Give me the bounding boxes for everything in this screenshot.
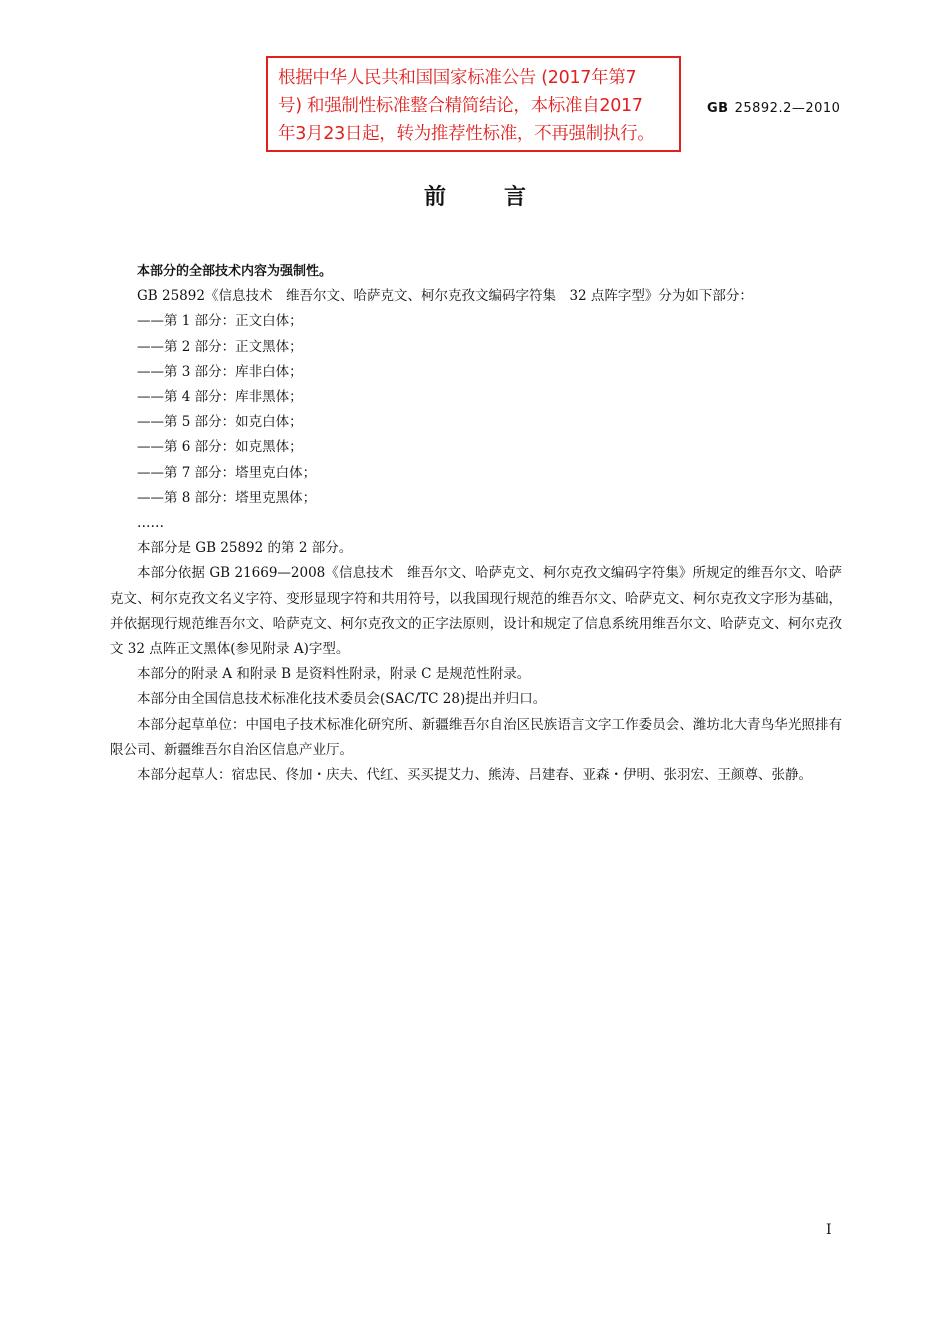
- basis-paragraph: 本部分依据 GB 21669—2008《信息技术 维吾尔文、哈萨克文、柯尔克孜文编码字符集》所规定的维吾尔文、哈萨克文、柯尔克孜文名义字符、变形显现字符和共用符号，以我国现行规范的维吾尔文、哈萨克文、柯尔克孜文字形为基础，并依据现行规范维吾尔文、哈萨克文、柯尔克孜文的正字法原则，设计和规定了信息系统用维吾尔文、哈萨克文、柯尔克孜文 32 点阵正文黑体(参见附录 A)字型。: [110, 565, 842, 658]
- stamp-line-3: 年3月23日起，转为推荐性标准，不再强制执行。: [278, 124, 655, 144]
- part-item: ——第 1 部分：正文白体；: [137, 313, 303, 330]
- stamp-line-2: 号) 和强制性标准整合精简结论，本标准自2017: [278, 96, 643, 116]
- parts-intro: GB 25892《信息技术 维吾尔文、哈萨克文、柯尔克孜文编码字符集 32 点阵字型》分为如下部分：: [137, 288, 753, 305]
- page-title: 前言: [423, 185, 584, 210]
- part-item: ——第 3 部分：库非白体；: [137, 363, 303, 380]
- part-statement: 本部分是 GB 25892 的第 2 部分。: [137, 540, 353, 557]
- parts-ellipsis: ……: [137, 515, 164, 532]
- part-item: ——第 7 部分：塔里克白体；: [137, 464, 317, 481]
- part-item: ——第 8 部分：塔里克黑体；: [137, 489, 317, 506]
- part-item: ——第 5 部分：如克白体；: [137, 414, 303, 431]
- page-number: I: [826, 1222, 832, 1238]
- annex-paragraph: 本部分的附录 A 和附录 B 是资料性附录，附录 C 是规范性附录。: [137, 666, 531, 683]
- proposer-paragraph: 本部分由全国信息技术标准化技术委员会(SAC/TC 28)提出并归口。: [137, 691, 547, 708]
- drafting-units-paragraph: 本部分起草单位：中国电子技术标准化研究所、新疆维吾尔自治区民族语言文字工作委员会、潍坊北大青鸟华光照排有限公司、新疆维吾尔自治区信息产业厅。: [110, 716, 842, 758]
- part-item: ——第 4 部分：库非黑体；: [137, 389, 303, 406]
- drafters-paragraph: 本部分起草人：宿忠民、佟加・庆夫、代红、买买提艾力、熊涛、吕建春、亚森・伊明、张羽宏、王颜尊、张静。: [137, 767, 812, 784]
- mandatory-statement: 本部分的全部技术内容为强制性。: [137, 264, 333, 279]
- standard-number: 25892.2—2010: [734, 101, 841, 116]
- standard-code: [707, 101, 840, 116]
- part-item: ——第 2 部分：正文黑体；: [137, 338, 303, 355]
- foreword-body: [110, 259, 842, 788]
- gb-prefix: GB: [707, 101, 729, 116]
- mandatory-notice-stamp: [266, 56, 681, 152]
- stamp-line-1: 根据中华人民共和国国家标准公告 (2017年第7: [278, 68, 637, 88]
- part-item: ——第 6 部分：如克黑体；: [137, 439, 303, 456]
